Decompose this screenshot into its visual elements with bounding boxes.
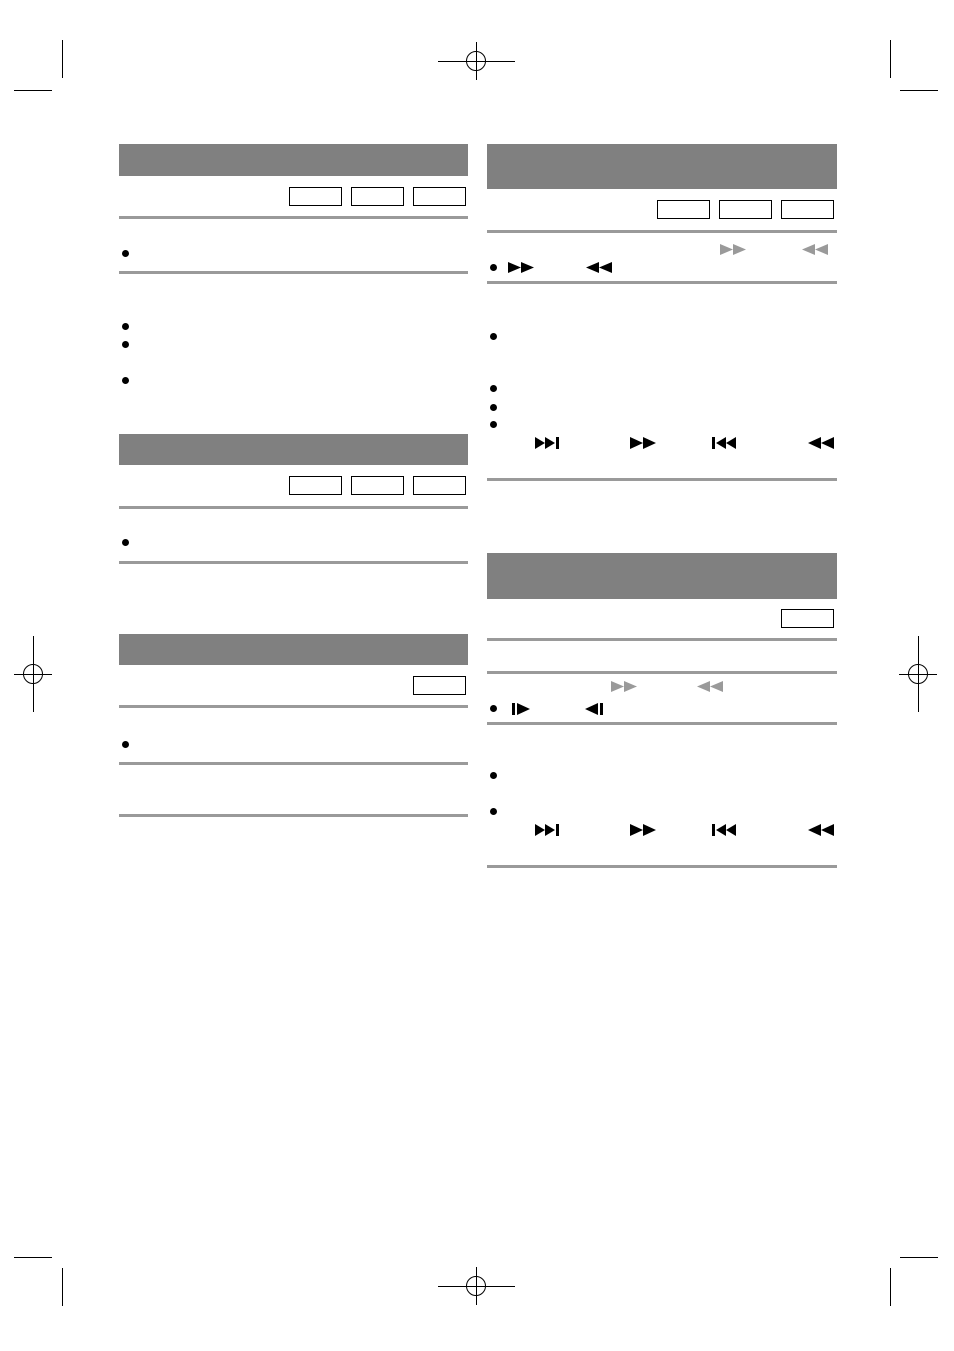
- disc-icon: [289, 187, 342, 206]
- bullet: [490, 404, 497, 411]
- section-rule: [119, 506, 468, 509]
- section-rule: [119, 705, 468, 708]
- section-header-bar: [119, 434, 468, 465]
- section-header-bar: [487, 553, 837, 599]
- rewind-icon: [808, 824, 836, 836]
- section-rule: [487, 722, 837, 725]
- bullet: [490, 333, 497, 340]
- section-rule: [487, 478, 837, 481]
- section-rule: [119, 561, 468, 564]
- section-rule: [119, 271, 468, 274]
- bullet: [490, 705, 497, 712]
- bullet: [122, 539, 129, 546]
- bullet: [122, 341, 129, 348]
- disc-icon: [289, 476, 342, 495]
- rewind-icon: [697, 681, 725, 692]
- crop-mark: [14, 1257, 52, 1258]
- bullet: [122, 741, 129, 748]
- registration-circle-icon: [908, 664, 928, 684]
- registration-circle-icon: [466, 1276, 486, 1296]
- section-header-bar: [119, 144, 468, 176]
- fast-forward-icon: [630, 437, 658, 449]
- bullet: [490, 385, 497, 392]
- rewind-icon: [586, 262, 614, 273]
- disc-icon: [413, 676, 466, 695]
- bullet: [490, 264, 497, 271]
- disc-icon: [781, 609, 834, 628]
- rewind-icon: [808, 437, 836, 449]
- section-rule: [487, 638, 837, 641]
- disc-icon: [413, 476, 466, 495]
- crop-mark: [62, 1268, 63, 1306]
- registration-circle-icon: [23, 664, 43, 684]
- crop-mark: [890, 40, 891, 78]
- section-header-bar: [119, 634, 468, 665]
- section-rule: [487, 671, 837, 674]
- section-rule: [487, 281, 837, 284]
- section-rule: [487, 865, 837, 868]
- bullet: [490, 772, 497, 779]
- bullet: [122, 377, 129, 384]
- fast-forward-icon: [611, 681, 639, 692]
- fast-forward-icon: [508, 262, 536, 273]
- disc-icon: [719, 200, 772, 219]
- skip-previous-icon: [712, 824, 738, 836]
- crop-mark: [14, 90, 52, 91]
- fast-forward-icon: [720, 244, 748, 255]
- bullet: [122, 323, 129, 330]
- section-rule: [119, 216, 468, 219]
- disc-icon: [351, 476, 404, 495]
- section-rule: [119, 814, 468, 817]
- skip-next-icon: [535, 824, 561, 836]
- fast-forward-icon: [630, 824, 658, 836]
- bullet: [490, 421, 497, 428]
- section-header-bar: [487, 144, 837, 189]
- rewind-icon: [802, 244, 830, 255]
- disc-icon: [657, 200, 710, 219]
- skip-next-icon: [535, 437, 561, 449]
- disc-icon: [413, 187, 466, 206]
- section-rule: [487, 230, 837, 233]
- disc-icon: [351, 187, 404, 206]
- skip-previous-icon: [712, 437, 738, 449]
- bullet: [490, 808, 497, 815]
- crop-mark: [900, 90, 938, 91]
- crop-mark: [890, 1268, 891, 1306]
- crop-mark: [62, 40, 63, 78]
- bullet: [122, 250, 129, 257]
- crop-mark: [900, 1257, 938, 1258]
- registration-circle-icon: [466, 51, 486, 71]
- step-back-icon: [585, 703, 605, 715]
- step-forward-icon: [512, 703, 532, 715]
- disc-icon: [781, 200, 834, 219]
- section-rule: [119, 762, 468, 765]
